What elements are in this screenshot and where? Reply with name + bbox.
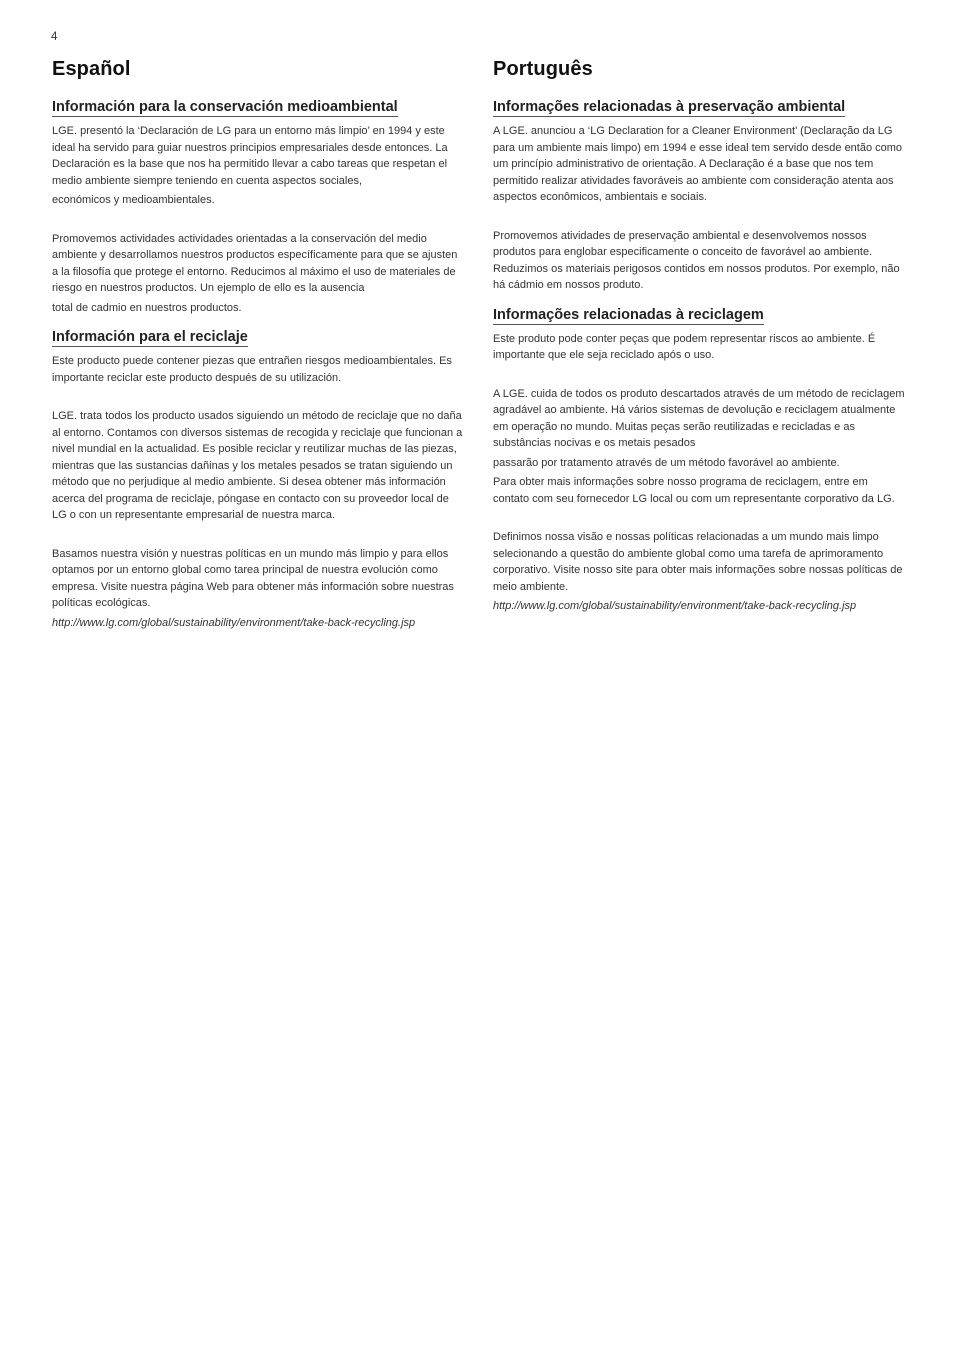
- portuguese-recycling-paragraph-2b: passarão por tratamento através de um método favorável ao ambiente.: [493, 456, 840, 469]
- spanish-env-heading: Información para la conservación medioambiental: [52, 99, 398, 115]
- page-number: 4: [51, 31, 58, 43]
- portuguese-recycling-paragraph-3: Definimos nossa visão e nossas políticas relacionadas a um mundo mais limpo selecionando a questão do ambiente global como uma tarefa de aprimoramento corporativo. Visite nosso site para obter mais informações sobre nossas políticas de meio ambiente.: [493, 531, 903, 593]
- spanish-env-paragraph-1b: económicos y medioambientales.: [52, 194, 215, 206]
- spanish-recycling-paragraph-1: Este producto puede contener piezas que entrañen riesgos medioambientales. Es importante reciclar este producto después de su utilización.: [52, 355, 452, 384]
- portuguese-title: Português: [493, 58, 593, 80]
- spanish-env-paragraph-2b: total de cadmio en nuestros productos.: [52, 301, 242, 314]
- spanish-recycling-url[interactable]: http://www.lg.com/global/sustainability/environment/take-back-recycling.jsp: [52, 616, 416, 629]
- portuguese-recycling-url[interactable]: http://www.lg.com/global/sustainability/environment/take-back-recycling.jsp: [493, 600, 857, 612]
- spanish-recycling-paragraph-2: LGE. trata todos los producto usados siguiendo un método de reciclaje que no daña al entorno. Contamos con diversos sistemas de recogida y reciclaje que funcionan a nivel mundial en la actualidad. Es posible reciclar y reutilizar muchas de las piezas, mientras que las sustancias dañinas y los metales pesados se tratan siguiendo un método que no perjudique al medio ambiente. Si desea obtener más información acerca del programa de reciclaje, póngase en contacto con su proveedor local de LG o con un representante empresarial de nuestra marca.: [52, 410, 463, 521]
- portuguese-recycling-paragraph-2c: Para obter mais informações sobre nosso programa de reciclagem, entre em contato com seu fornecedor LG local ou com um representante corporativo da LG.: [493, 476, 895, 505]
- portuguese-recycling-heading: Informações relacionadas à reciclagem: [493, 306, 764, 323]
- spanish-title: Español: [52, 58, 131, 80]
- spanish-recycling-heading: Información para el reciclaje: [52, 329, 248, 345]
- spanish-env-paragraph-2: Promovemos actividades actividades orientadas a la conservación del medio ambiente y desarrollamos nuestros productos específicamente para que se ajusten a la filosofía que protege el entorno. Reducimos al máximo el uso de materiales de riesgo en nuestros productos. Un ejemplo de ello es la ausencia: [52, 232, 458, 294]
- spanish-column: [52, 58, 464, 631]
- portuguese-env-paragraph-1: A LGE. anunciou a ‘LG Declaration for a Cleaner Environment’ (Declaração da LG para um ambiente mais limpo) em 1994 e esse ideal tem servido desde então como um princípio administrativo de orientação. A Declaração é a base que nos tem permitido realizar atividades favoráveis ao ambiente com consideração atenta aos aspectos econômicos, ambientais e sociais.: [493, 125, 903, 203]
- spanish-recycling-paragraph-3: Basamos nuestra visión y nuestras políticas en un mundo más limpio y para ellos optamos por un entorno global como tarea principal de nuestra evolución como empresa. Visite nuestra página Web para obtener más información sobre nuestras políticas ecológicas.: [52, 547, 454, 609]
- portuguese-recycling-paragraph-2: A LGE. cuida de todos os produto descartados através de um método de reciclagem agradável ao ambiente. Há vários sistemas de devolução e reciclagem atualmente em operação no mundo. Muitas peças serão reutilizadas e recicladas e as substâncias nocivas e os metais pesados: [493, 387, 905, 449]
- portuguese-recycling-paragraph-1: Este produto pode conter peças que podem representar riscos ao ambiente. É importante que ele seja reciclado após o uso.: [493, 332, 876, 361]
- portuguese-env-paragraph-2: Promovemos atividades de preservação ambiental e desenvolvemos nossos produtos para englobar especificamente o conceito de favorável ao ambiente. Reduzimos os materiais perigosos contidos em nossos produtos. Por exemplo, não há cádmio em nossos produto.: [493, 229, 900, 291]
- portuguese-env-heading: Informações relacionadas à preservação ambiental: [493, 99, 846, 115]
- spanish-env-paragraph-1: LGE. presentó la ‘Declaración de LG para un entorno más limpio’ en 1994 y este ideal ha servido para guiar nuestros principios empresariales desde entonces. La Declaración es la base que nos ha permitido llevar a cabo tareas que respetan el medio ambiente siempre teniendo en cuenta aspectos sociales,: [52, 125, 448, 187]
- portuguese-column: [493, 58, 905, 615]
